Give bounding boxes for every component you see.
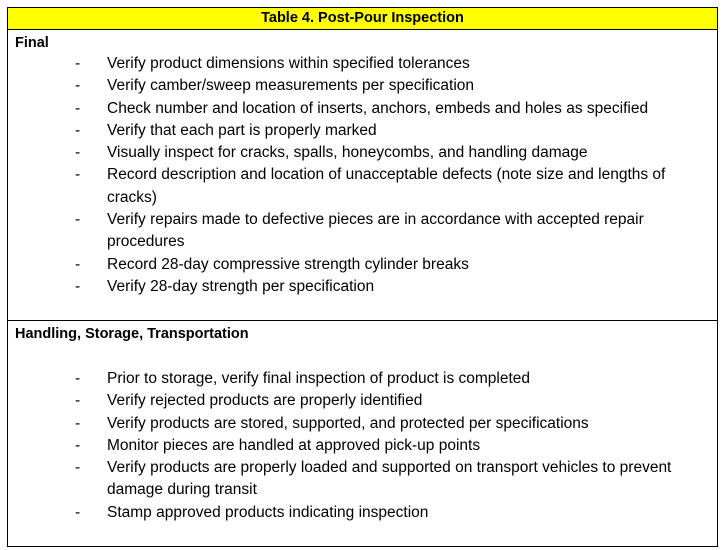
list-item: [8, 368, 717, 390]
list-item: [8, 502, 717, 524]
list-item: [8, 53, 717, 75]
section-final: [8, 30, 717, 321]
list-dash: -: [75, 436, 81, 454]
list-dash: -: [75, 99, 81, 117]
list-item: [8, 75, 717, 97]
list-item: [8, 413, 717, 435]
section-heading-handling: Handling, Storage, Transportation: [15, 326, 249, 342]
list-item-text: Visually inspect for cracks, spalls, honeycombs, and handling damage: [107, 144, 588, 162]
list-item-text: Prior to storage, verify final inspection of product is completed: [107, 370, 531, 387]
list-item-text: Verify 28-day strength per specification: [107, 277, 375, 295]
list-item: [8, 164, 717, 209]
list-dash: -: [75, 277, 81, 295]
list-item: [8, 142, 717, 164]
list-dash: -: [75, 77, 81, 95]
section-handling-storage-transportation: [8, 321, 717, 546]
list-item-text: Verify products are stored, supported, and protected per specifications: [107, 414, 589, 432]
handling-checklist: [8, 368, 717, 524]
list-item-text: Verify camber/sweep measurements per specification: [107, 77, 474, 95]
final-checklist: [8, 53, 717, 298]
list-dash: -: [75, 211, 81, 229]
list-item-text: Verify product dimensions within specified tolerances: [107, 55, 470, 72]
list-dash: -: [75, 166, 81, 184]
list-item-text: Record description and location of unacceptable defects (note size and lengths of cracks): [107, 166, 666, 206]
list-dash: -: [75, 370, 81, 387]
table-title: Table 4. Post-Pour Inspection: [8, 8, 717, 30]
list-dash: -: [75, 255, 81, 273]
inspection-table: [7, 7, 718, 547]
list-item: [8, 120, 717, 142]
list-item-text: Verify repairs made to defective pieces are in accordance with accepted repair procedures: [107, 211, 644, 251]
list-item: [8, 98, 717, 120]
list-item-text: Verify products are properly loaded and supported on transport vehicles to prevent damage during transit: [107, 459, 672, 499]
list-item: [8, 457, 717, 502]
list-item-text: Check number and location of inserts, anchors, embeds and holes as specified: [107, 99, 649, 117]
list-item-text: Record 28-day compressive strength cylinder breaks: [107, 255, 469, 273]
list-dash: -: [75, 55, 81, 72]
section-heading-final: Final: [15, 35, 49, 51]
list-item-text: Stamp approved products indicating inspection: [107, 503, 429, 521]
list-item-text: Verify rejected products are properly identified: [107, 392, 423, 410]
list-dash: -: [75, 414, 81, 432]
list-dash: -: [75, 121, 81, 139]
list-dash: -: [75, 459, 81, 477]
list-item: [8, 254, 717, 276]
list-item: [8, 276, 717, 298]
list-dash: -: [75, 144, 81, 162]
list-dash: -: [75, 392, 81, 410]
list-item: [8, 209, 717, 254]
list-item: [8, 435, 717, 457]
list-item-text: Monitor pieces are handled at approved pick-up points: [107, 436, 481, 454]
list-dash: -: [75, 503, 81, 521]
list-item-text: Verify that each part is properly marked: [107, 121, 377, 139]
list-item: [8, 390, 717, 412]
